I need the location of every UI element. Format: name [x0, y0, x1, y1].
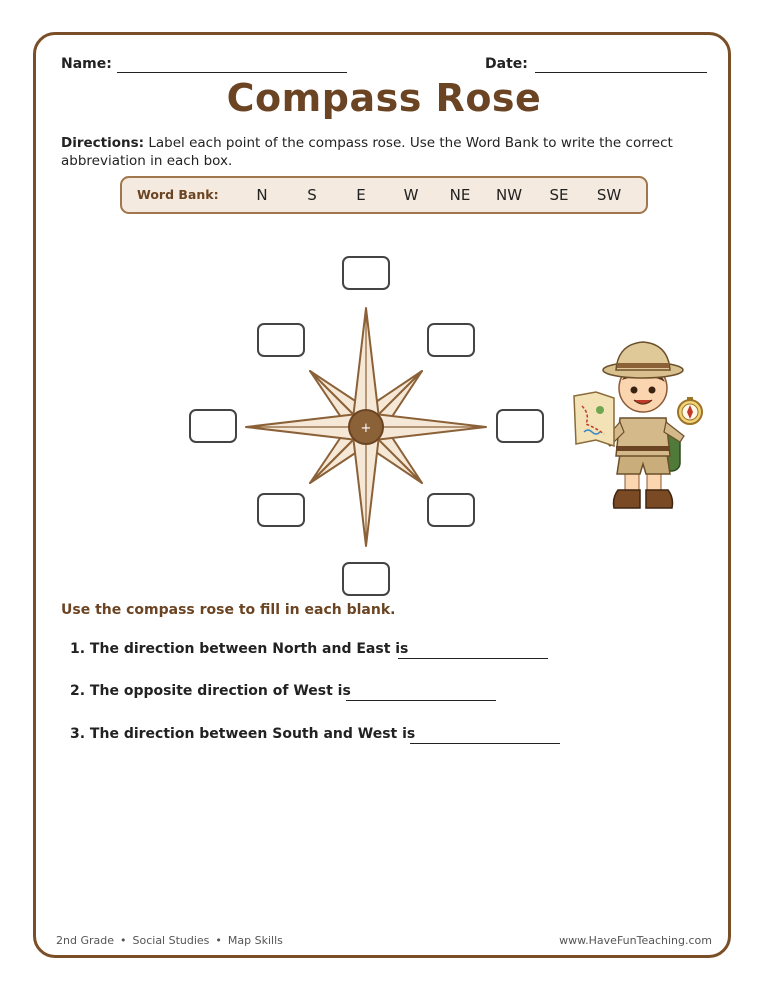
label-box-north[interactable] — [342, 256, 390, 290]
page-title: Compass Rose — [226, 76, 542, 120]
footer-categories — [56, 934, 283, 947]
footer-separator: • — [120, 934, 127, 947]
footer-separator: • — [215, 934, 222, 947]
label-box-southwest[interactable] — [257, 493, 305, 527]
directions-text: Label each point of the compass rose. Use the Word Bank to write the correct abbreviation in each box. — [61, 135, 673, 169]
word-bank-word: N — [256, 186, 268, 204]
label-box-southeast[interactable] — [427, 493, 475, 527]
directions-label: Directions: — [61, 135, 145, 151]
word-bank-word: S — [307, 186, 317, 204]
question-1: 1. The direction between North and East is — [70, 641, 409, 657]
footer-subject: Social Studies — [132, 934, 210, 947]
word-bank-word: SW — [596, 186, 622, 204]
question-2: 2. The opposite direction of West is — [70, 683, 351, 699]
name-label: Name: — [61, 56, 112, 72]
word-bank-word: E — [356, 186, 366, 204]
word-bank-word: NW — [495, 186, 523, 204]
word-bank-word: SE — [549, 186, 569, 204]
label-box-east[interactable] — [496, 409, 544, 443]
word-bank-label: Word Bank: — [137, 187, 219, 202]
label-box-south[interactable] — [342, 562, 390, 596]
label-box-northwest[interactable] — [257, 323, 305, 357]
compass-center-symbol: + — [360, 421, 372, 436]
question-3: 3. The direction between South and West is — [70, 726, 416, 742]
footer-grade: 2nd Grade — [56, 934, 114, 947]
word-bank-word: W — [403, 186, 419, 204]
date-label: Date: — [485, 56, 528, 72]
label-box-northeast[interactable] — [427, 323, 475, 357]
word-bank-word: NE — [449, 186, 471, 204]
label-box-west[interactable] — [189, 409, 237, 443]
answer-line-2[interactable] — [346, 700, 496, 701]
fill-in-title: Use the compass rose to fill in each blank. — [61, 602, 396, 618]
footer-website[interactable]: www.HaveFunTeaching.com — [559, 934, 712, 947]
footer-topic: Map Skills — [227, 934, 283, 947]
explorer-kid-icon — [570, 336, 720, 521]
answer-line-1[interactable] — [398, 658, 548, 659]
answer-line-3[interactable] — [410, 743, 560, 744]
